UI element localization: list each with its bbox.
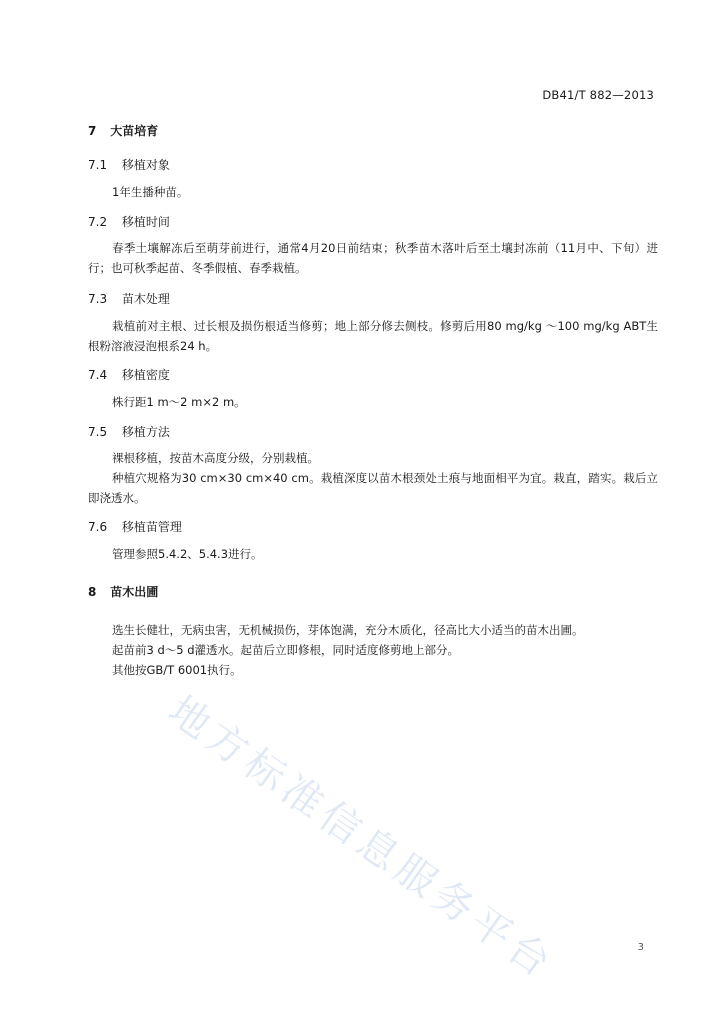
subsection-7-2-heading xyxy=(88,213,170,230)
subsection-title: 移植方法 xyxy=(121,425,170,439)
section-8-heading xyxy=(88,583,158,600)
subsection-title: 移植对象 xyxy=(121,158,170,172)
subsection-number: 7.5 xyxy=(88,425,108,439)
subsection-7-5-text-1: 裸根移植，按苗木高度分级，分别栽植。 xyxy=(112,451,319,465)
document-id: DB41/T 882—2013 xyxy=(542,88,654,102)
subsection-7-4-heading xyxy=(88,366,170,383)
subsection-number: 7.1 xyxy=(88,158,108,172)
section-number: 7 xyxy=(88,124,97,138)
subsection-7-5-heading xyxy=(88,423,170,440)
subsection-title: 移植时间 xyxy=(121,215,170,229)
subsection-number: 7.2 xyxy=(88,215,108,229)
page-number: 3 xyxy=(637,942,644,953)
subsection-7-6-heading xyxy=(88,518,182,535)
subsection-7-6-text: 管理参照5.4.2、5.4.3进行。 xyxy=(112,547,263,561)
subsection-7-1-text: 1年生播种苗。 xyxy=(112,185,189,199)
subsection-7-3-text: 栽植前对主根、过长根及损伤根适当修剪；地上部分修去侧枝。修剪后用80 mg/kg ～100 mg/kg ABT生根粉溶液浸泡根系24 h。 xyxy=(88,319,658,353)
subsection-7-3-heading xyxy=(88,290,170,307)
subsection-7-5-text-2: 种植穴规格为30 cm×30 cm×40 cm。栽植深度以苗木根颈处土痕与地面相平为宜。栽直，踏实。栽后立即浇透水。 xyxy=(88,471,658,505)
subsection-title: 移植苗管理 xyxy=(121,520,182,534)
section-title: 苗木出圃 xyxy=(110,585,159,599)
subsection-7-1-heading xyxy=(88,156,170,173)
section-title: 大苗培育 xyxy=(110,124,159,138)
subsection-title: 移植密度 xyxy=(121,368,170,382)
section-number: 8 xyxy=(88,585,97,599)
subsection-number: 7.3 xyxy=(88,292,108,306)
subsection-7-4-text: 株行距1 m～2 m×2 m。 xyxy=(112,395,246,409)
subsection-number: 7.4 xyxy=(88,368,108,382)
section-7-heading xyxy=(88,122,158,139)
subsection-7-2-text: 春季土壤解冻后至萌芽前进行，通常4月20日前结束；秋季苗木落叶后至土壤封冻前（11月中、下旬）进行；也可秋季起苗、冬季假植、春季栽植。 xyxy=(88,241,658,275)
section-8-line-2: 起苗前3 d～5 d灌透水。起苗后立即修根，同时适度修剪地上部分。 xyxy=(112,643,460,657)
section-8-line-1: 选生长健壮，无病虫害，无机械损伤，芽体饱满，充分木质化，径高比大小适当的苗木出圃。 xyxy=(112,623,584,637)
subsection-number: 7.6 xyxy=(88,520,108,534)
subsection-title: 苗木处理 xyxy=(121,292,170,306)
watermark: 地方标准信息服务平台 xyxy=(159,687,563,990)
section-8-line-3: 其他按GB/T 6001执行。 xyxy=(112,663,242,677)
